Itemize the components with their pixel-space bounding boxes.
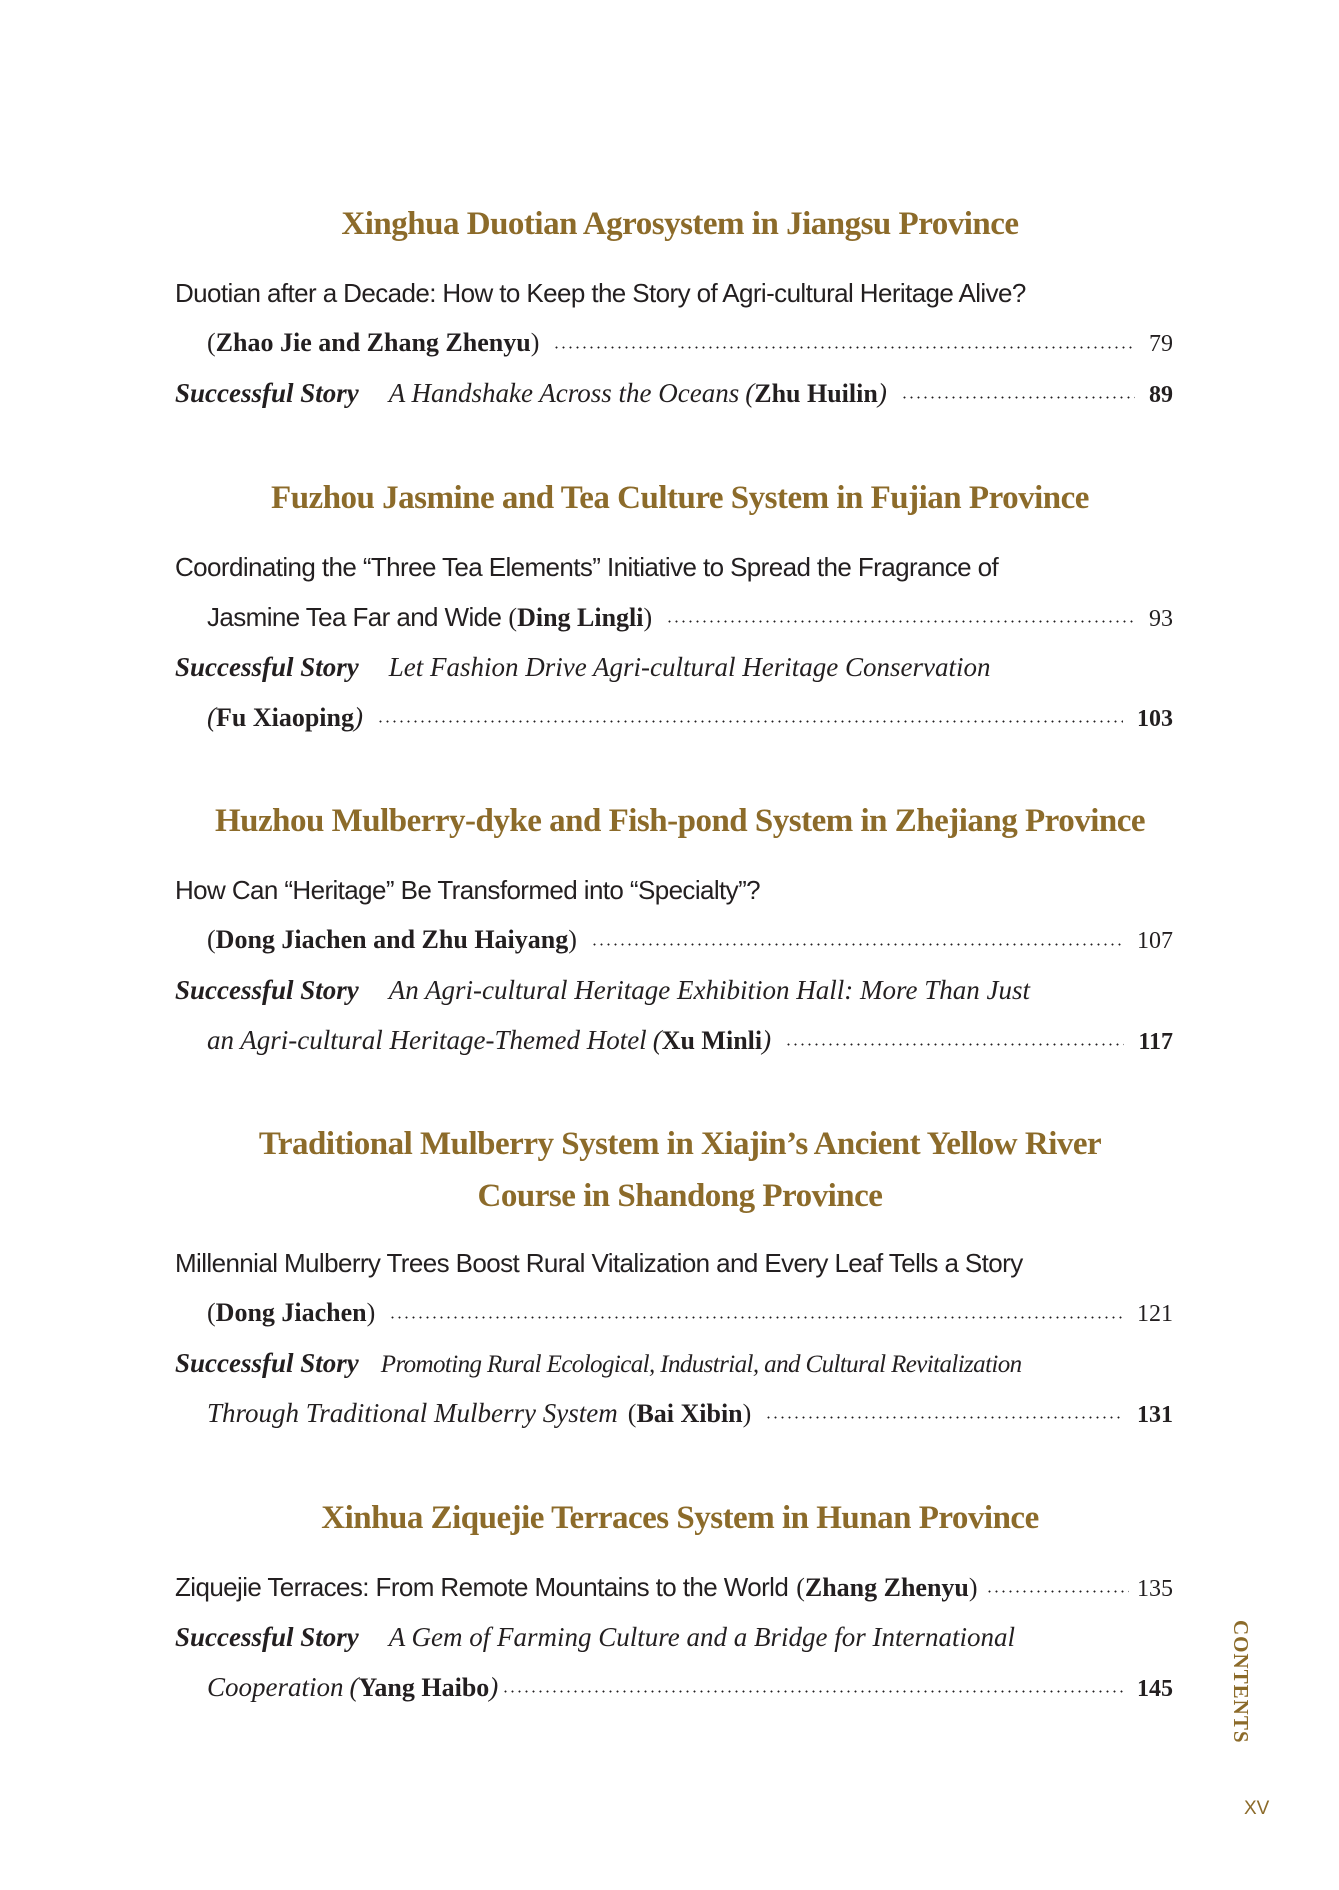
- page-number: 117: [1138, 1029, 1173, 1055]
- dot-leader: [785, 1043, 1124, 1046]
- story-title: An Agri-cultural Heritage Exhibition Hall: More Than Just: [388, 975, 1030, 1005]
- story-title: A Handshake Across the Oceans: [388, 378, 740, 408]
- article-author: Zhang Zhenyu: [804, 1573, 969, 1602]
- toc-entry-article-title[interactable]: [175, 1238, 1175, 1288]
- article-title: Coordinating the “Three Tea Elements” Initiative to Spread the Fragrance of: [175, 552, 999, 582]
- story-label: Successful Story: [175, 1348, 359, 1378]
- article-author: Zhao Jie and Zhang Zhenyu: [215, 328, 531, 357]
- page-number: 135: [1137, 1576, 1173, 1602]
- article-author: Dong Jiachen and Zhu Haiyang: [215, 925, 569, 954]
- story-author: Fu Xiaoping: [216, 703, 354, 732]
- page-number: 121: [1137, 1301, 1173, 1327]
- article-title-cont: Jasmine Tea Far and Wide: [207, 602, 502, 632]
- toc-entry-story[interactable]: [175, 1338, 1175, 1388]
- toc-entry-article[interactable]: Ziquejie Terraces: From Remote Mountains to the World ( Zhang Zhenyu ) 135: [175, 1562, 1173, 1612]
- story-label: Successful Story: [175, 652, 359, 682]
- toc-entry-story[interactable]: [175, 965, 1175, 1015]
- story-label: Successful Story: [175, 975, 359, 1005]
- toc-entry-story[interactable]: [175, 642, 1175, 692]
- toc-entry-story-byline[interactable]: ( Fu Xiaoping ) 103: [207, 692, 1173, 742]
- dot-leader: [901, 396, 1135, 399]
- dot-leader: [553, 346, 1135, 349]
- toc-entry-story-byline[interactable]: Through Traditional Mulberry System ( Bai Xibin ) 131: [207, 1388, 1173, 1438]
- toc-entry-article-byline[interactable]: ( Zhao Jie and Zhang Zhenyu ) 79: [207, 318, 1173, 368]
- section-title-cont: Course in Shandong Province: [477, 1178, 883, 1214]
- dot-leader: [502, 1690, 1123, 1693]
- page-folio: XV: [1244, 1798, 1270, 1819]
- page-number: 107: [1137, 928, 1173, 954]
- article-title: Duotian after a Decade: How to Keep the Story of Agri-cultural Heritage Alive?: [175, 278, 1026, 308]
- story-title-cont: Through Traditional Mulberry System: [207, 1398, 618, 1428]
- story-author: Xu Minli: [661, 1026, 763, 1055]
- page-number: 145: [1137, 1676, 1173, 1702]
- article-title: Ziquejie Terraces: From Remote Mountains to the World: [175, 1572, 789, 1602]
- section-title: Xinghua Duotian Agrosystem in Jiangsu Province: [341, 206, 1019, 242]
- story-author: Yang Haibo: [358, 1673, 490, 1702]
- dot-leader: [765, 1416, 1123, 1419]
- toc-entry-article-title[interactable]: [175, 865, 1175, 915]
- article-author: Ding Lingli: [517, 603, 644, 632]
- story-title: Promoting Rural Ecological, Industrial, and Cultural Revitalization: [380, 1351, 1022, 1378]
- section-title: Traditional Mulberry System in Xiajin’s Ancient Yellow River: [258, 1126, 1102, 1162]
- toc-entry-story[interactable]: Successful Story A Handshake Across the Oceans ( Zhu Huilin ) 89: [175, 368, 1173, 418]
- dot-leader: [986, 1590, 1129, 1593]
- story-author: Zhu Huilin: [754, 379, 878, 408]
- story-title-cont: Cooperation: [207, 1672, 344, 1702]
- page-number: 79: [1149, 331, 1173, 357]
- toc-entry-article-title[interactable]: [175, 268, 1175, 318]
- article-title: Millennial Mulberry Trees Boost Rural Vitalization and Every Leaf Tells a Story: [175, 1248, 1023, 1278]
- page-number: 89: [1149, 382, 1173, 408]
- story-title: Let Fashion Drive Agri-cultural Heritage Conservation: [388, 652, 991, 682]
- dot-leader: [377, 720, 1123, 723]
- page-number: 131: [1137, 1402, 1173, 1428]
- page-number: 93: [1149, 606, 1173, 632]
- dot-leader: [666, 620, 1135, 623]
- toc-entry-article-byline[interactable]: ( Dong Jiachen ) 121: [207, 1288, 1173, 1338]
- contents-side-label: CONTENTS: [1229, 1620, 1253, 1744]
- toc-entry-story[interactable]: [175, 1612, 1175, 1662]
- toc-entry-story-byline[interactable]: an Agri-cultural Heritage-Themed Hotel ( Xu Minli ) 117: [207, 1015, 1173, 1065]
- story-label: Successful Story: [175, 378, 359, 408]
- dot-leader: [591, 943, 1123, 946]
- toc-entry-story-byline[interactable]: Cooperation ( Yang Haibo ) 145: [207, 1662, 1173, 1712]
- dot-leader: [389, 1316, 1123, 1319]
- story-label: Successful Story: [175, 1622, 359, 1652]
- section-title: Fuzhou Jasmine and Tea Culture System in Fujian Province: [271, 480, 1089, 516]
- article-title: How Can “Heritage” Be Transformed into “Specialty”?: [175, 875, 760, 905]
- section-title: Huzhou Mulberry-dyke and Fish-pond System in Zhejiang Province: [214, 803, 1146, 839]
- article-author: Dong Jiachen: [215, 1298, 367, 1327]
- story-author: Bai Xibin: [636, 1399, 743, 1428]
- page-number: 103: [1137, 706, 1173, 732]
- toc-entry-article-byline[interactable]: Jasmine Tea Far and Wide ( Ding Lingli ) 93: [207, 592, 1173, 642]
- toc-entry-article-title[interactable]: [175, 542, 1175, 592]
- toc-entry-article-byline[interactable]: ( Dong Jiachen and Zhu Haiyang ) 107: [207, 915, 1173, 965]
- story-title-cont: an Agri-cultural Heritage-Themed Hotel: [207, 1025, 647, 1055]
- section-title: Xinhua Ziquejie Terraces System in Hunan Province: [321, 1500, 1039, 1536]
- story-title: A Gem of Farming Culture and a Bridge for International: [388, 1622, 1016, 1652]
